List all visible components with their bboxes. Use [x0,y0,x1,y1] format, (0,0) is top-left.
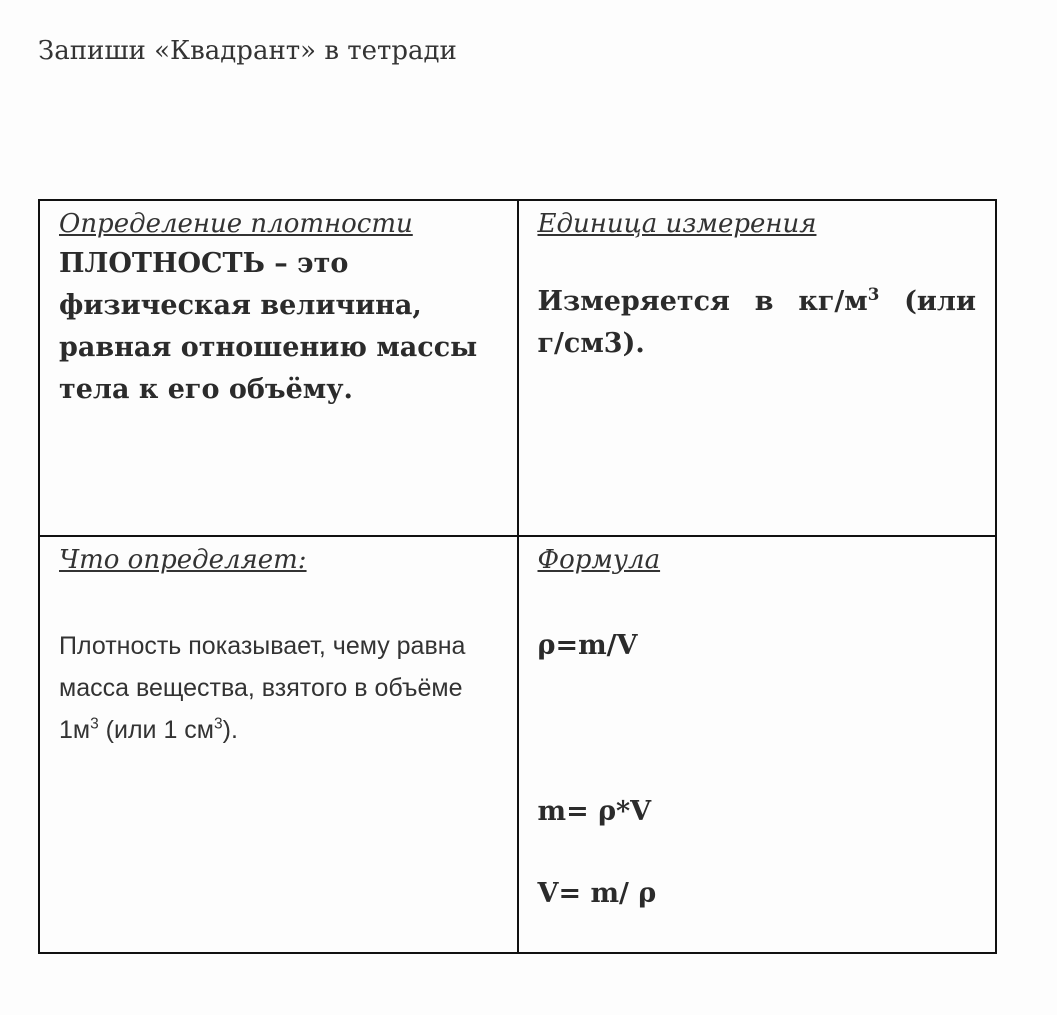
page-title: Запиши «Квадрант» в тетради [38,36,457,66]
definition-cell [39,200,518,536]
definition-heading: Определение плотности [59,209,413,239]
meaning-text-part1: Плотность показывает, чему равна масса вещества, взятого в объёме 1м [59,632,466,744]
quadrant-row-top [39,200,996,536]
formula-heading: Формула [537,545,661,575]
unit-text-alt: (или г/см3). [537,286,976,359]
meaning-text-part2: (или 1 см [98,716,214,744]
formula-cell [518,536,997,953]
quadrant-table [38,199,997,954]
unit-heading: Единица измерения [537,209,817,239]
meaning-text [59,625,498,751]
quadrant-row-bottom [39,536,996,953]
unit-text-main: Измеряется в кг/м [537,286,868,317]
meaning-cell [39,536,518,953]
unit-cell [518,200,997,536]
unit-text [538,281,977,365]
meaning-superscript-2: 3 [214,715,223,733]
formula-mass: m= ρ*V [537,796,652,827]
meaning-text-part3: ). [222,716,238,744]
formula-volume: V= m/ ρ [537,878,657,909]
formula-density: ρ=m/V [537,630,638,661]
unit-superscript: 3 [867,284,880,304]
meaning-heading: Что определяет: [59,545,307,575]
definition-text: ПЛОТНОСТЬ – это физическая величина, равная отношению массы тела к его объёму. [59,248,478,405]
meaning-superscript-1: 3 [90,715,99,733]
